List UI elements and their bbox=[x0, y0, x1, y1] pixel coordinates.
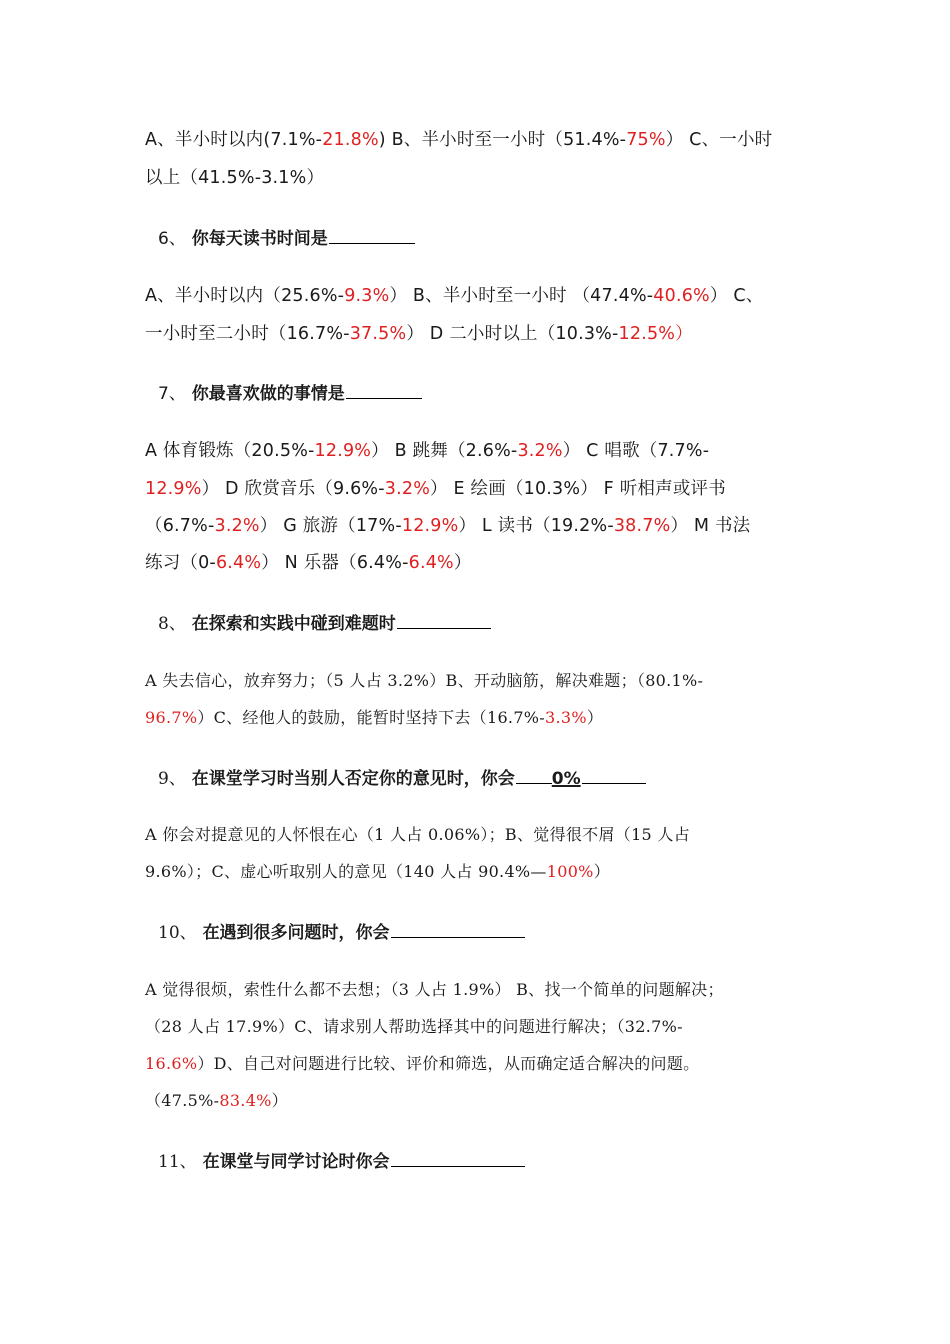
answer-blank[interactable] bbox=[346, 382, 422, 399]
q9-option-line-1: A 你会对提意见的人怀恨在心（1 人占 0.06%）；B、觉得很不屑（15 人占 bbox=[145, 825, 691, 844]
answer-blank-tail[interactable] bbox=[582, 767, 646, 784]
q8-option-line-1: A 失去信心，放弃努力；（5 人占 3.2%）B、开动脑筋，解决难题；（80.1%- bbox=[145, 671, 704, 690]
question-6: 6、 你每天读书时间是 bbox=[158, 224, 415, 249]
q8-option-line-2: 96.7%）C、经他人的鼓励，能暂时坚持下去（16.7%-3.3%） bbox=[145, 708, 604, 727]
answer-blank[interactable] bbox=[397, 612, 491, 629]
answer-blank[interactable] bbox=[391, 921, 525, 938]
answer-blank[interactable] bbox=[391, 1150, 525, 1167]
q10-option-line-1: A 觉得很烦，索性什么都不去想；（3 人占 1.9%） B、找一个简单的问题解决； bbox=[145, 980, 724, 999]
question-11: 11、 在课堂与同学讨论时你会 bbox=[158, 1147, 525, 1172]
question-10: 10、 在遇到很多问题时，你会 bbox=[158, 918, 525, 943]
q6-option-line-1: A、半小时以内（25.6%-9.3%） B、半小时至一小时 （47.4%-40.6%） C、 bbox=[145, 286, 764, 306]
q7-option-line-3: （6.7%-3.2%） G 旅游（17%-12.9%） L 读书（19.2%-38.7%） M 书法 bbox=[145, 516, 751, 536]
q7-option-line-1: A 体育锻炼（20.5%-12.9%） B 跳舞（2.6%-3.2%） C 唱歌（7.7%- bbox=[145, 441, 710, 461]
answer-blank[interactable] bbox=[516, 767, 552, 784]
q5-option-line-1: A、半小时以内(7.1%-21.8%) B、半小时至一小时（51.4%-75%） C、一小时 bbox=[145, 130, 773, 150]
q10-option-line-4: （47.5%-83.4%） bbox=[145, 1091, 288, 1110]
question-9: 9、 在课堂学习时当别人否定你的意见时，你会 0% bbox=[158, 764, 646, 789]
q10-option-line-3: 16.6%）D、自己对问题进行比较、评价和筛选，从而确定适合解决的问题。 bbox=[145, 1054, 700, 1073]
q7-option-line-2: 12.9%） D 欣赏音乐（9.6%-3.2%） E 绘画（10.3%） F 听相声或评书 bbox=[145, 479, 726, 499]
question-7: 7、 你最喜欢做的事情是 bbox=[158, 379, 422, 404]
q6-option-line-2: 一小时至二小时（16.7%-37.5%） D 二小时以上（10.3%-12.5%） bbox=[145, 324, 693, 344]
q9-option-line-2: 9.6%）；C、虚心听取别人的意见（140 人占 90.4%—100%） bbox=[145, 862, 610, 881]
q7-option-line-4: 练习（0-6.4%） N 乐器（6.4%-6.4%） bbox=[145, 553, 472, 573]
question-8: 8、 在探索和实践中碰到难题时 bbox=[158, 609, 491, 634]
q10-option-line-2: （28 人占 17.9%）C、请求别人帮助选择其中的问题进行解决；（32.7%- bbox=[145, 1017, 683, 1036]
answer-blank[interactable] bbox=[329, 227, 415, 244]
q5-option-line-2: 以上（41.5%-3.1%） bbox=[145, 168, 325, 188]
answer-value: 0% bbox=[551, 769, 581, 789]
